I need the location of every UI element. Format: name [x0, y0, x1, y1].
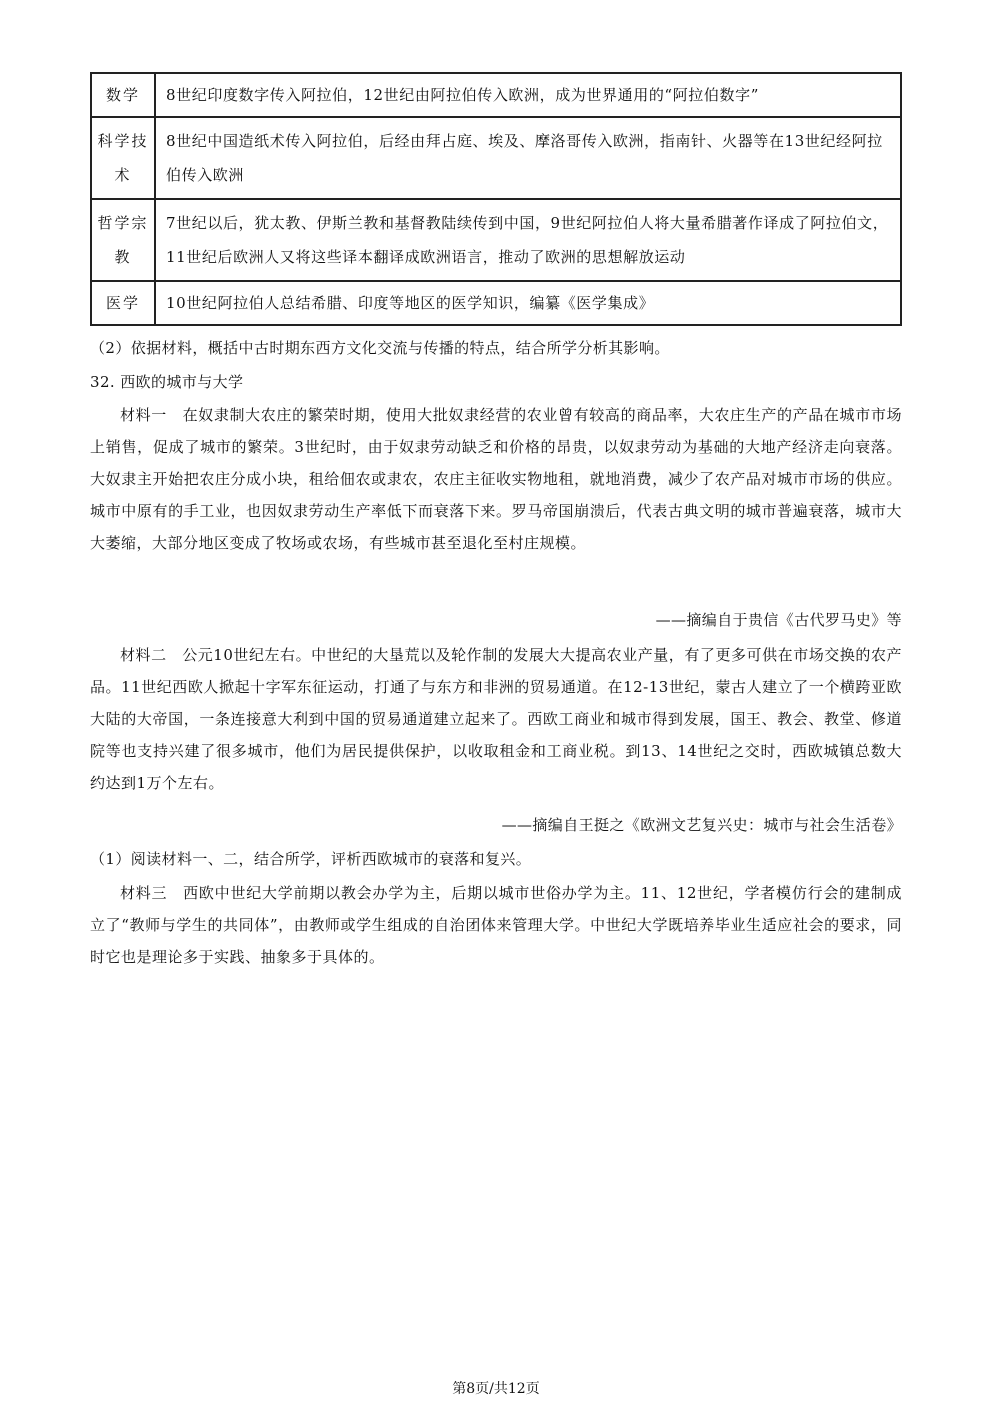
category-cell: 哲学宗教 [91, 199, 155, 281]
source-one: ——摘编自于贵信《古代罗马史》等 [655, 611, 902, 629]
description-cell: 10世纪阿拉伯人总结希腊、印度等地区的医学知识，编纂《医学集成》 [155, 281, 901, 325]
question-32-1: （1）阅读材料一、二，结合所学，评析西欧城市的衰落和复兴。 [90, 850, 532, 868]
question-32-title: 32. 西欧的城市与大学 [90, 373, 244, 391]
category-cell: 数学 [91, 73, 155, 117]
material-one: 材料一 在奴隶制大农庄的繁荣时期，使用大批奴隶经营的农业曾有较高的商品率，大农庄生产的产品在城市市场上销售，促成了城市的繁荣。3世纪时，由于奴隶劳动缺乏和价格的昂贵，以奴隶劳动为基础的大地产经济走向衰落。大奴隶主开始把农庄分成小块，租给佃农或隶农，农庄主征收实物地租，就地消费，减少了农产品对城市市场的供应。城市中原有的手工业，也因奴隶劳动生产率低下而衰落下来。罗马帝国崩溃后，代表古典文明的城市普遍衰落，城市大大萎缩，大部分地区变成了牧场或农场，有些城市甚至退化至村庄规模。 [90, 406, 902, 552]
page-number: 第8页/共12页 [452, 1381, 540, 1397]
description-cell: 7世纪以后，犹太教、伊斯兰教和基督教陆续传到中国，9世纪阿拉伯人将大量希腊著作译成了阿拉伯文，11世纪后欧洲人又将这些译本翻译成欧洲语言，推动了欧洲的思想解放运动 [155, 199, 901, 281]
category-cell: 科学技术 [91, 117, 155, 199]
description-cell: 8世纪印度数字传入阿拉伯，12世纪由阿拉伯传入欧洲，成为世界通用的“阿拉伯数字” [155, 73, 901, 117]
source-two: ——摘编自王挺之《欧洲文艺复兴史：城市与社会生活卷》 [501, 816, 902, 834]
description-cell: 8世纪中国造纸术传入阿拉伯，后经由拜占庭、埃及、摩洛哥传入欧洲，指南针、火器等在13世纪经阿拉伯传入欧洲 [155, 117, 901, 199]
category-cell: 医学 [91, 281, 155, 325]
table-row [91, 281, 901, 325]
table-row [91, 199, 901, 281]
material-two: 材料二 公元10世纪左右。中世纪的大垦荒以及轮作制的发展大大提高农业产量，有了更多可供在市场交换的农产品。11世纪西欧人掀起十字军东征运动，打通了与东方和非洲的贸易通道。在12-13世纪，蒙古人建立了一个横跨亚欧大陆的大帝国，一条连接意大利到中国的贸易通道建立起来了。西欧工商业和城市得到发展，国王、教会、教堂、修道院等也支持兴建了很多城市，他们为居民提供保护，以收取租金和工商业税。到13、14世纪之交时，西欧城镇总数大约达到1万个左右。 [90, 646, 902, 792]
material-three: 材料三 西欧中世纪大学前期以教会办学为主，后期以城市世俗办学为主。11、12世纪，学者模仿行会的建制成立了“教师与学生的共同体”，由教师或学生组成的自治团体来管理大学。中世纪大学既培养毕业生适应社会的要求，同时它也是理论多于实践、抽象多于具体的。 [90, 884, 902, 966]
question-31-2: （2）依据材料，概括中古时期东西方文化交流与传播的特点，结合所学分析其影响。 [90, 339, 670, 357]
table-row [91, 73, 901, 117]
culture-exchange-table [90, 72, 902, 326]
table-row [91, 117, 901, 199]
